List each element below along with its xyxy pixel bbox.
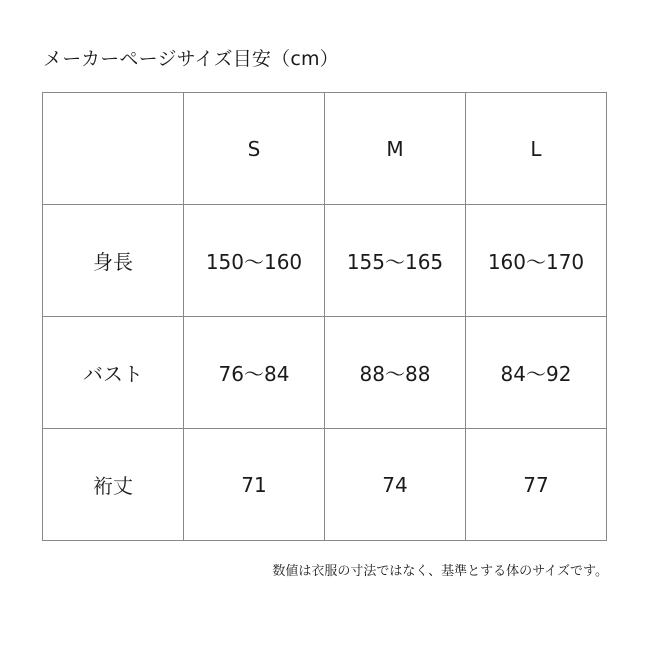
table-cell: 150～160	[184, 205, 325, 317]
row-label-sleeve: 裄丈	[43, 429, 184, 541]
footnote: 数値は衣服の寸法ではなく、基準とする体のサイズです。	[272, 564, 608, 579]
size-chart-table	[42, 92, 607, 541]
table-cell: 77	[466, 429, 607, 541]
table-header-row	[43, 93, 607, 205]
table-cell: 155～165	[325, 205, 466, 317]
table-row-height	[43, 205, 607, 317]
table-cell: 84～92	[466, 317, 607, 429]
size-header-s: S	[184, 93, 325, 205]
table-row-sleeve	[43, 429, 607, 541]
table-cell: 76～84	[184, 317, 325, 429]
table-cell: 74	[325, 429, 466, 541]
row-label-height: 身長	[43, 205, 184, 317]
size-header-l: L	[466, 93, 607, 205]
page-title: メーカーページサイズ目安（cm）	[43, 48, 339, 70]
table-corner-cell	[43, 93, 184, 205]
row-label-bust: バスト	[43, 317, 184, 429]
table-row-bust	[43, 317, 607, 429]
size-header-m: M	[325, 93, 466, 205]
table-cell: 160～170	[466, 205, 607, 317]
table-cell: 71	[184, 429, 325, 541]
table-cell: 88～88	[325, 317, 466, 429]
